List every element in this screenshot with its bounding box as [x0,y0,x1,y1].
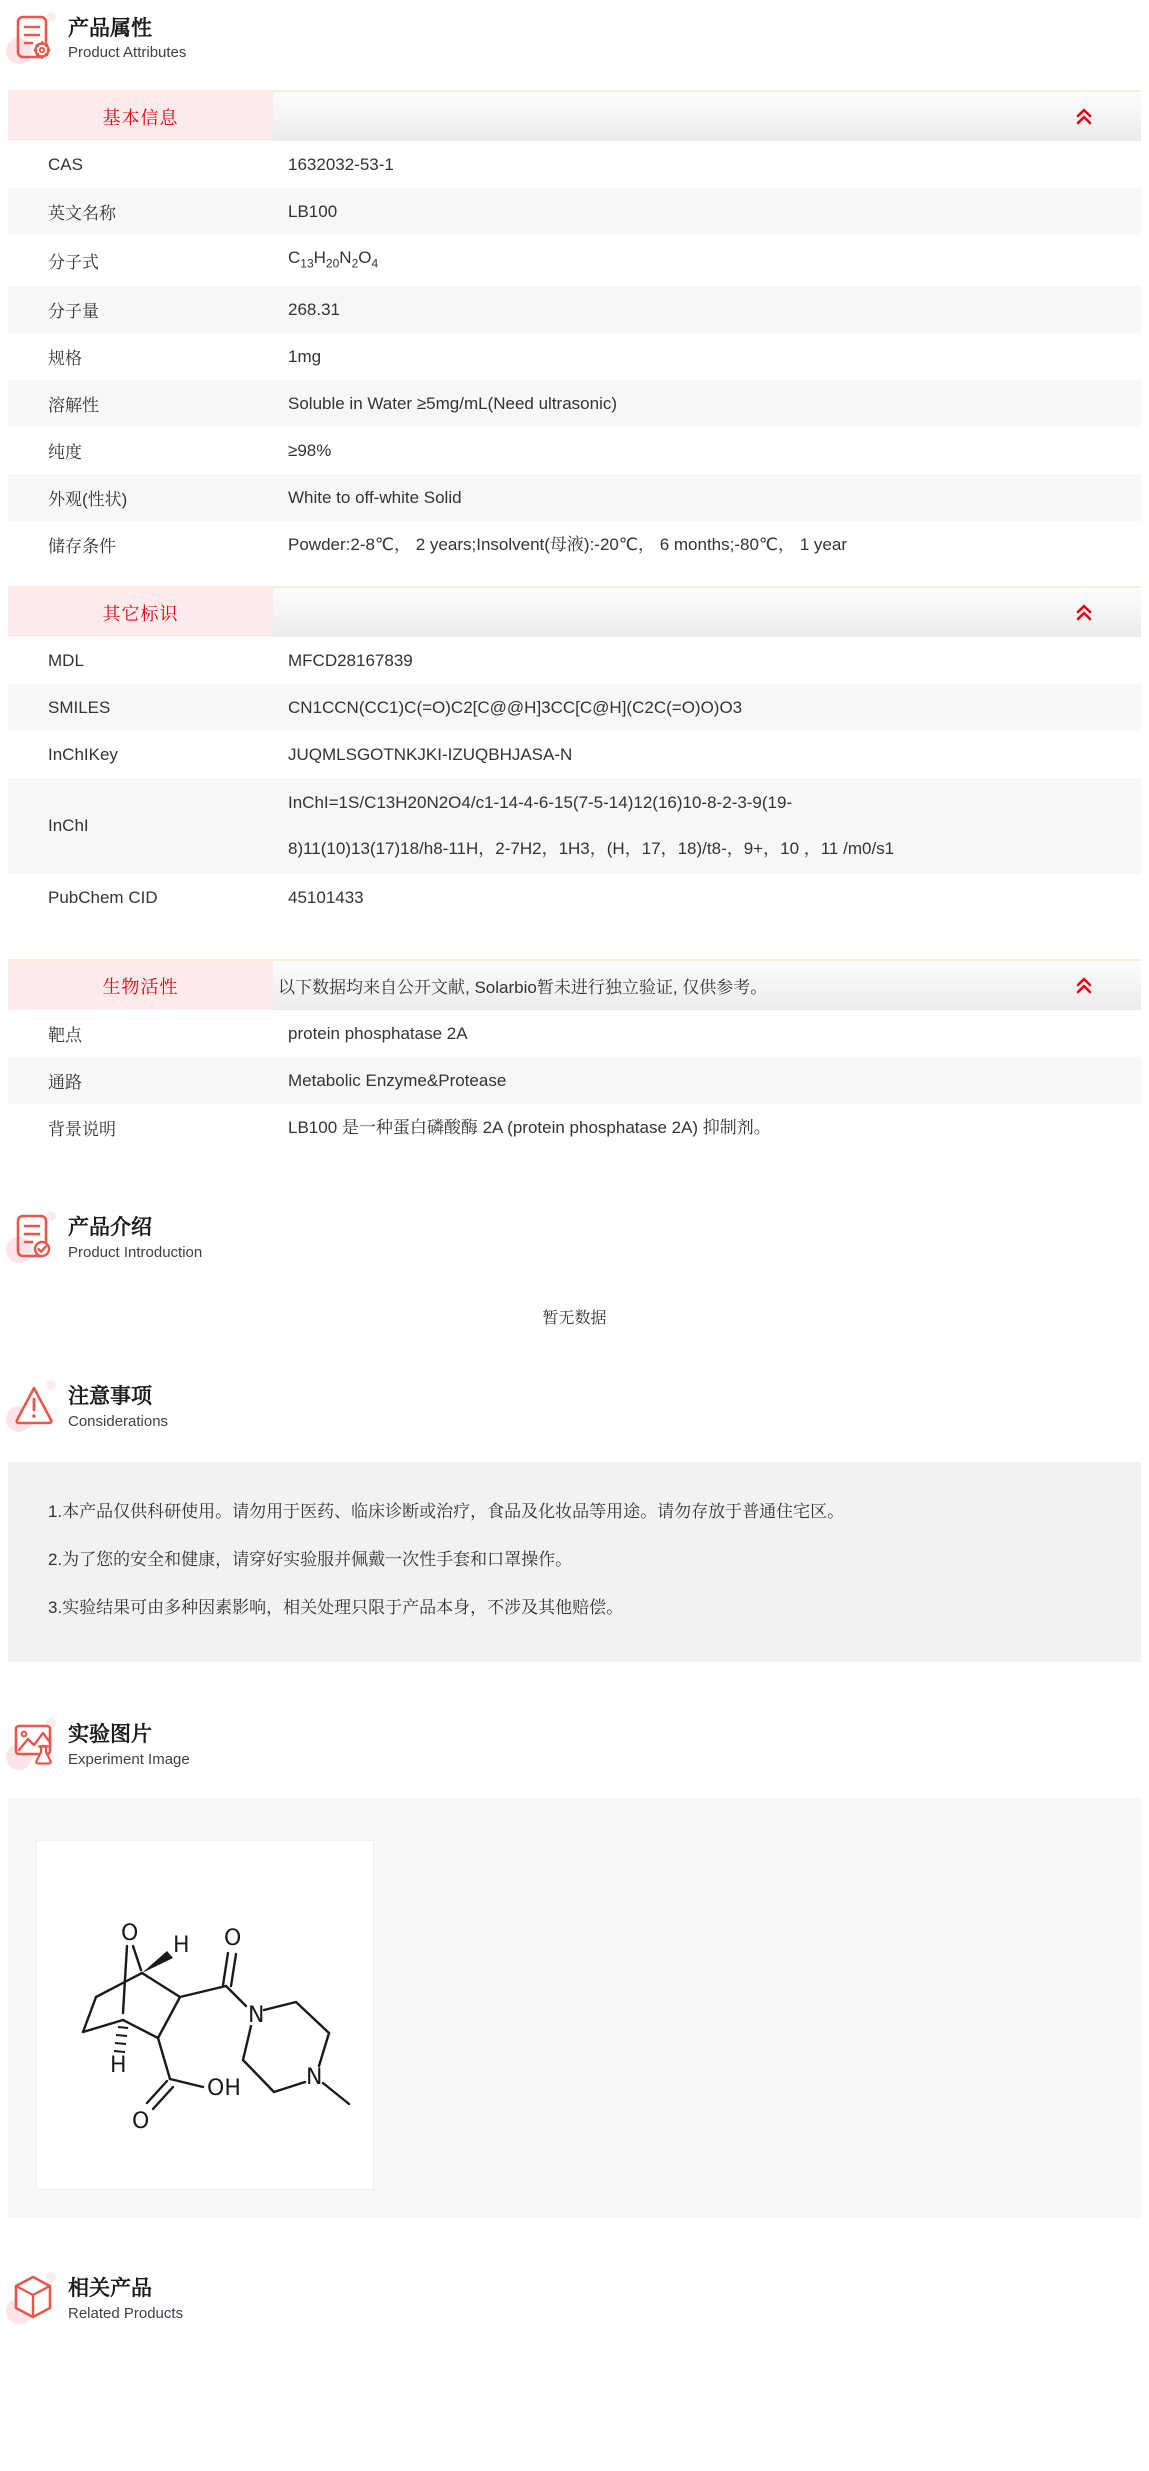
row-label: 背景说明 [48,1120,116,1140]
consideration-item: 2.为了您的安全和健康，请穿好实验服并佩戴一次性手套和口罩操作。 [48,1550,573,1570]
row-value: LB100 [288,201,338,221]
table-row [8,874,1141,921]
row-label: 靶点 [48,1026,82,1046]
table-row [8,380,1141,427]
warning-triangle-icon [12,1382,58,1434]
row-value: 268.31 [288,299,340,319]
table-row [8,1010,1141,1057]
table-row [8,427,1141,474]
section-subtitle: Experiment Image [68,1750,190,1768]
row-label: 通路 [48,1073,82,1093]
table-row [8,778,1141,874]
row-value: InChI=1S/C13H20N2O4/c1-14-4-6-15(7-5-14)12(16)10-8-2-3-9(19-8)11(10)13(17)18/h8-11H，2-7H2，1H3，(H，17，18)/t8-，9+，10 ，11 /m0/s1 [288,793,895,859]
section-subtitle: Product Attributes [68,44,187,62]
section-head-product-attributes [12,14,1141,66]
row-label: SMILES [48,697,111,717]
subsection-bar-bioactivity [8,959,1141,1010]
bioactivity-table [8,1010,1141,1151]
row-value: CN1CCN(CC1)C(=O)C2[C@@H]3CC[C@H](C2C(=O)O)O3 [288,697,743,717]
row-value: ≥98% [288,440,332,460]
row-label: 分子式 [48,253,99,273]
package-box-icon [12,2274,58,2326]
row-label: PubChem CID [48,887,158,907]
section-subtitle: Related Products [68,2304,184,2322]
svg-text:H: H [173,1933,190,1959]
row-label: CAS [48,154,83,174]
subsection-label: 其它标识 [8,588,273,637]
section-head-considerations [12,1382,1141,1434]
other-identifiers-table [8,637,1141,921]
row-value: White to off-white Solid [288,487,462,507]
table-row [8,474,1141,521]
double-chevron-up-icon [1076,977,1092,994]
table-row [8,1057,1141,1104]
row-label: 溶解性 [48,396,99,416]
row-value: JUQMLSGOTNKJKI-IZUQBHJASA-N [288,744,573,764]
collapse-basic-info-button[interactable] [1075,108,1093,126]
row-label: 纯度 [48,443,82,463]
row-value: Soluble in Water ≥5mg/mL(Need ultrasonic) [288,393,618,413]
row-value-formula: $C_{13}H_{20}N_2O_4$ [288,248,379,271]
subsection-label: 基本信息 [8,92,273,141]
section-subtitle: Product Introduction [68,1243,203,1261]
section-head-related-products [12,2274,1141,2326]
subsection-bar-basic-info [8,90,1141,141]
consideration-item: 3.实验结果可由多种因素影响，相关处理只限于产品本身，不涉及其他赔偿。 [48,1598,624,1618]
consideration-item: 1.本产品仅供科研使用。请勿用于医药、临床诊断或治疗，食品及化妆品等用途。请勿存放于普通住宅区。 [48,1502,845,1522]
row-label: MDL [48,650,84,670]
experiment-image-panel [8,1798,1141,2218]
collapse-other-identifiers-button[interactable] [1075,604,1093,622]
table-row [8,1104,1141,1151]
row-label: 英文名称 [48,204,116,223]
document-check-icon [12,1213,58,1265]
row-label: 储存条件 [48,537,116,557]
row-value: Powder:2-8℃， 2 years;Insolvent(母液):-20℃， 6 months;-80℃， 1 year [288,534,847,554]
row-label: InChIKey [48,744,118,764]
svg-text:H: H [110,2053,127,2079]
section-head-experiment-image [12,1720,1141,1772]
table-row [8,188,1141,235]
svg-text:O: O [132,2109,150,2135]
table-row [8,684,1141,731]
chemical-structure-image[interactable] [36,1840,374,2190]
table-row [8,731,1141,778]
bioactivity-disclaimer: 以下数据均来自公开文献, Solarbio暂未进行独立验证, 仅供参考。 [278,978,768,998]
row-value: MFCD28167839 [288,650,413,670]
section-title: 相关产品 [68,2277,152,2301]
section-title: 注意事项 [68,1385,152,1409]
image-flask-icon [12,1720,58,1772]
basic-info-table [8,141,1141,568]
row-value: 1mg [288,346,322,366]
table-row [8,637,1141,684]
section-subtitle: Considerations [68,1412,169,1430]
svg-text:N: N [306,2065,323,2091]
section-title: 产品介绍 [68,1216,152,1240]
row-value: 1632032-53-1 [288,154,394,174]
svg-text:O: O [121,1921,139,1947]
table-row [8,235,1141,286]
section-title: 产品属性 [68,17,152,40]
row-value: LB100 是一种蛋白磷酸酶 2A (protein phosphatase 2A) 抑制剂。 [288,1117,771,1137]
lb100-structure-drawing [55,1858,355,2172]
row-value: Metabolic Enzyme&Protease [288,1070,507,1090]
no-data-text: 暂无数据 [542,1310,607,1328]
double-chevron-up-icon [1076,108,1092,125]
svg-text:N: N [248,2003,265,2029]
document-gear-icon [12,14,58,66]
row-value: protein phosphatase 2A [288,1023,468,1043]
section-head-product-introduction [12,1213,1141,1265]
collapse-bioactivity-button[interactable] [1075,977,1093,995]
svg-text:O: O [224,1926,242,1952]
svg-text:OH: OH [207,2076,241,2102]
subsection-label: 生物活性 [8,961,273,1010]
table-row [8,141,1141,188]
row-label: 外观(性状) [48,490,128,510]
table-row [8,333,1141,380]
double-chevron-up-icon [1076,604,1092,621]
subsection-bar-other-identifiers [8,586,1141,637]
table-row [8,521,1141,568]
row-value: 45101433 [288,887,364,907]
considerations-box [8,1462,1141,1662]
section-title: 实验图片 [68,1723,152,1747]
row-label: InChI [48,816,89,836]
table-row [8,286,1141,333]
row-label: 分子量 [48,302,99,322]
row-label: 规格 [48,349,82,369]
